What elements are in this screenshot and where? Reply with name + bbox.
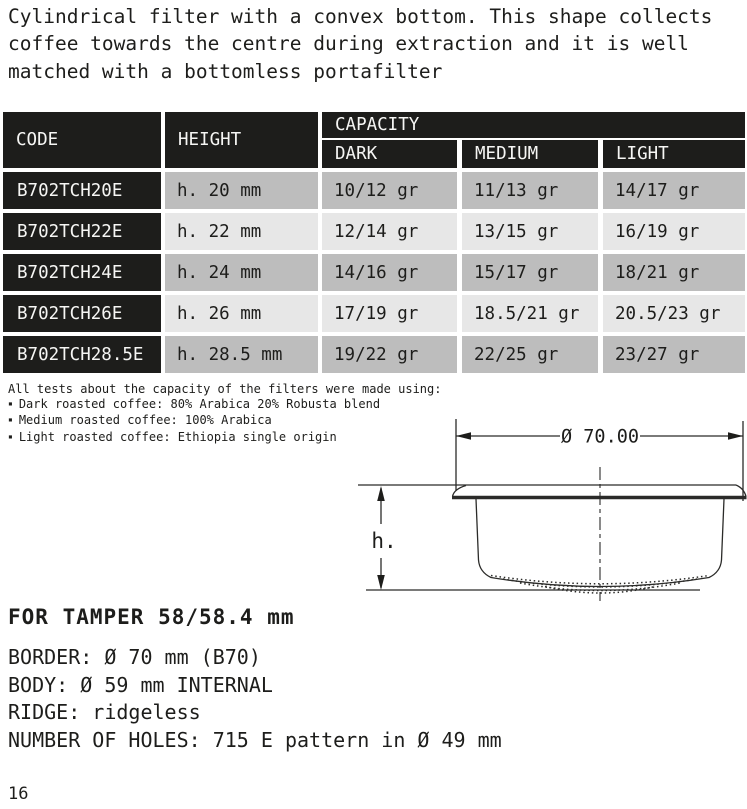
bullet-icon: ▪ — [8, 431, 13, 441]
cell-light: 20.5/23 gr — [603, 295, 745, 332]
cell-medium: 11/13 gr — [462, 172, 598, 209]
filter-cross-section-diagram — [340, 405, 747, 610]
specs-list — [8, 644, 502, 754]
intro-paragraph: Cylindrical filter with a convex bottom. This shape collects coffee towards the centre during extraction and it is well matched with a bottomless portafilter — [8, 5, 713, 83]
header-code: CODE — [3, 112, 161, 168]
cell-medium: 18.5/21 gr — [462, 295, 598, 332]
diameter-label: Ø 70.00 — [561, 426, 639, 448]
cell-height: h. 26 mm — [165, 295, 318, 332]
tamper-heading: FOR TAMPER 58/58.4 mm — [8, 605, 295, 629]
cell-dark: 17/19 gr — [322, 295, 457, 332]
footnote-text: Light roasted coffee: Ethiopia single origin — [18, 429, 337, 444]
cell-code: B702TCH26E — [3, 295, 161, 332]
bullet-icon: ▪ — [8, 398, 13, 408]
header-light: LIGHT — [603, 140, 745, 168]
cell-light: 16/19 gr — [603, 213, 745, 250]
footnote-text: Dark roasted coffee: 80% Arabica 20% Robusta blend — [18, 396, 381, 411]
cell-light: 18/21 gr — [603, 254, 745, 291]
arrowhead-left — [456, 432, 471, 439]
header-height: HEIGHT — [165, 112, 318, 168]
cell-dark: 12/14 gr — [322, 213, 457, 250]
table-row — [3, 336, 745, 373]
cell-height: h. 24 mm — [165, 254, 318, 291]
cell-code: B702TCH24E — [3, 254, 161, 291]
arrowhead-down — [377, 575, 385, 590]
footnote-intro: All tests about the capacity of the filters were made using: — [8, 382, 442, 396]
cell-dark: 14/16 gr — [322, 254, 457, 291]
table-row — [3, 213, 745, 250]
arrowhead-right — [728, 432, 743, 439]
capacity-table — [3, 112, 745, 373]
spec-body: BODY: Ø 59 mm INTERNAL — [8, 672, 273, 697]
header-medium: MEDIUM — [462, 140, 598, 168]
cell-light: 14/17 gr — [603, 172, 745, 209]
spec-ridge: RIDGE: ridgeless — [8, 700, 201, 725]
spec-border: BORDER: Ø 70 mm (B70) — [8, 645, 261, 669]
table-row — [3, 254, 745, 291]
cell-medium: 15/17 gr — [462, 254, 598, 291]
cell-code: B702TCH28.5E — [3, 336, 161, 373]
footnote-text: Medium roasted coffee: 100% Arabica — [18, 413, 272, 428]
table-row — [3, 172, 745, 209]
cell-dark: 10/12 gr — [322, 172, 457, 209]
cell-dark: 19/22 gr — [322, 336, 457, 373]
header-dark: DARK — [322, 140, 457, 168]
height-label: h. — [371, 529, 397, 553]
table-row — [3, 295, 745, 332]
cell-height: h. 20 mm — [165, 172, 318, 209]
cell-height: h. 22 mm — [165, 213, 318, 250]
cell-code: B702TCH20E — [3, 172, 161, 209]
cell-medium: 22/25 gr — [462, 336, 598, 373]
cell-height: h. 28.5 mm — [165, 336, 318, 373]
rim-left-bevel — [453, 486, 467, 497]
page-number: 16 — [8, 784, 29, 804]
cell-medium: 13/15 gr — [462, 213, 598, 250]
spec-holes: NUMBER OF HOLES: 715 E pattern in Ø 49 mm — [8, 727, 502, 752]
rim-right-bevel — [736, 485, 746, 497]
arrowhead-up — [377, 486, 385, 501]
table-header — [3, 112, 745, 168]
bullet-icon: ▪ — [8, 415, 13, 425]
cell-light: 23/27 gr — [603, 336, 745, 373]
cell-code: B702TCH22E — [3, 213, 161, 250]
header-capacity: CAPACITY — [322, 112, 745, 138]
